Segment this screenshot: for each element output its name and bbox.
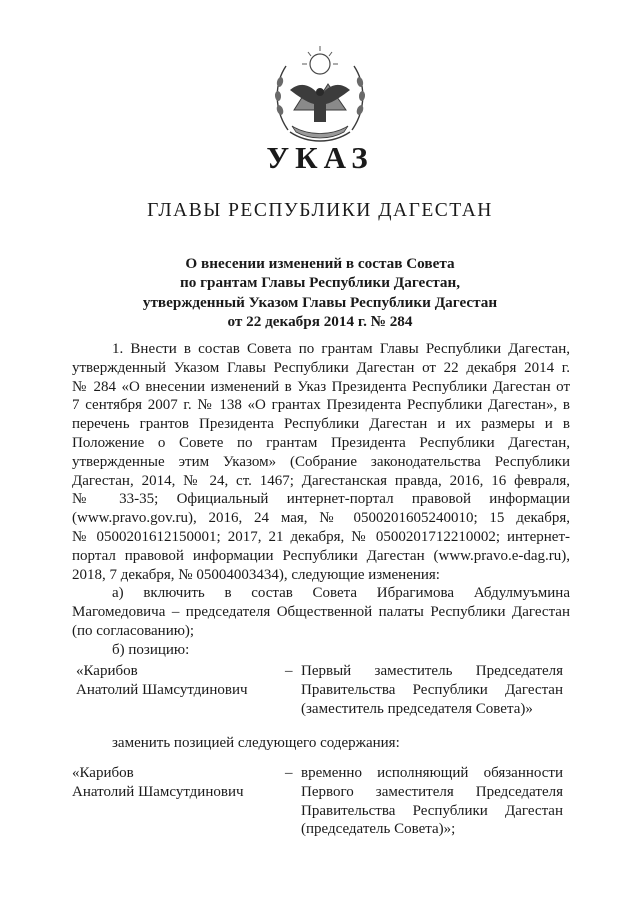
dash: –: [285, 765, 293, 781]
paragraph-line: утвержденные этим Указом» (Собрание законодательства Республики: [72, 453, 570, 470]
paragraph-line: портал правовой информации Республики Дагестан (www.pravo.e-dag.ru),: [72, 547, 570, 564]
desc-line: Правительства Республики Дагестан: [301, 681, 563, 698]
paragraph-line: Положение о Совете по грантам Президента Республики Дагестан,: [72, 434, 570, 451]
item-a: [72, 584, 570, 640]
name-line: «Карибов: [72, 765, 134, 781]
old-position-description: [301, 662, 563, 718]
item-a-line: (по согласованию);: [72, 622, 195, 639]
desc-line: (заместитель председателя Совета)»: [301, 700, 533, 717]
new-position-description: [301, 764, 563, 839]
heading-line: утвержденный Указом Главы Республики Дагестан: [142, 293, 498, 311]
decree-paragraph-1: [72, 340, 570, 584]
heading-line: О внесении изменений в состав Совета: [185, 255, 455, 272]
item-b: б) позицию:: [112, 642, 190, 658]
replace-text: заменить позицией следующего содержания:: [112, 735, 400, 751]
decree-heading: [0, 254, 640, 331]
document-title: УКАЗ: [266, 140, 374, 175]
old-position-row: [76, 662, 576, 722]
paragraph-line: № 33-35; Официальный интернет-портал правовой информации: [72, 491, 570, 508]
document-subtitle: ГЛАВЫ РЕСПУБЛИКИ ДАГЕСТАН: [147, 200, 493, 221]
new-position-row: [72, 764, 576, 844]
name-line: Анатолий Шамсутдинович: [76, 681, 248, 698]
paragraph-line: перечень грантов Президента Республики Дагестан и их размеры и в: [72, 416, 570, 433]
paragraph-line: № 0500201612150001; 2017, 21 декабря, № 0500201712210002; интернет-: [72, 528, 570, 545]
name-line: «Карибов: [76, 663, 138, 679]
paragraph-line: Дагестан, 2014, № 24, ст. 1467; Дагестанская правда, 2016, 16 февраля,: [72, 472, 570, 489]
dagestan-coat-of-arms-icon: [268, 40, 372, 148]
old-position-name: [76, 662, 248, 700]
heading-line: от 22 декабря 2014 г. № 284: [227, 312, 413, 330]
paragraph-line: 7 сентября 2007 г. № 138 «О грантах Президента Республики Дагестан», в: [72, 397, 570, 414]
desc-line: Правительства Республики Дагестан: [301, 802, 563, 819]
paragraph-line: 2018, 7 декабря, № 05004003434), следующие изменения:: [72, 566, 440, 583]
desc-line: Первого заместителя Председателя: [301, 783, 563, 800]
paragraph-line: 1. Внести в состав Совета по грантам Главы Республики Дагестан,: [112, 341, 570, 357]
desc-line: (председатель Совета)»;: [301, 821, 456, 838]
desc-line: временно исполняющий обязанности: [301, 765, 563, 781]
new-position-name: [72, 764, 244, 802]
desc-line: Первый заместитель Председателя: [301, 663, 563, 679]
name-line: Анатолий Шамсутдинович: [72, 783, 244, 800]
paragraph-line: № 284 «О внесении изменений в Указ Президента Республики Дагестан от: [72, 378, 570, 395]
paragraph-line: (www.pravo.gov.ru), 2016, 24 мая, № 0500201605240010; 15 декабря,: [72, 510, 570, 527]
item-a-line: а) включить в состав Совета Ибрагимова Абдулмуъмина: [112, 585, 570, 601]
heading-line: по грантам Главы Республики Дагестан,: [180, 274, 460, 292]
dash: –: [285, 663, 293, 679]
paragraph-line: утвержденный Указом Главы Республики Дагестан от 22 декабря 2014 г.: [72, 359, 570, 376]
item-a-line: Магомедовича – председателя Общественной палаты Республики Дагестан: [72, 603, 570, 620]
